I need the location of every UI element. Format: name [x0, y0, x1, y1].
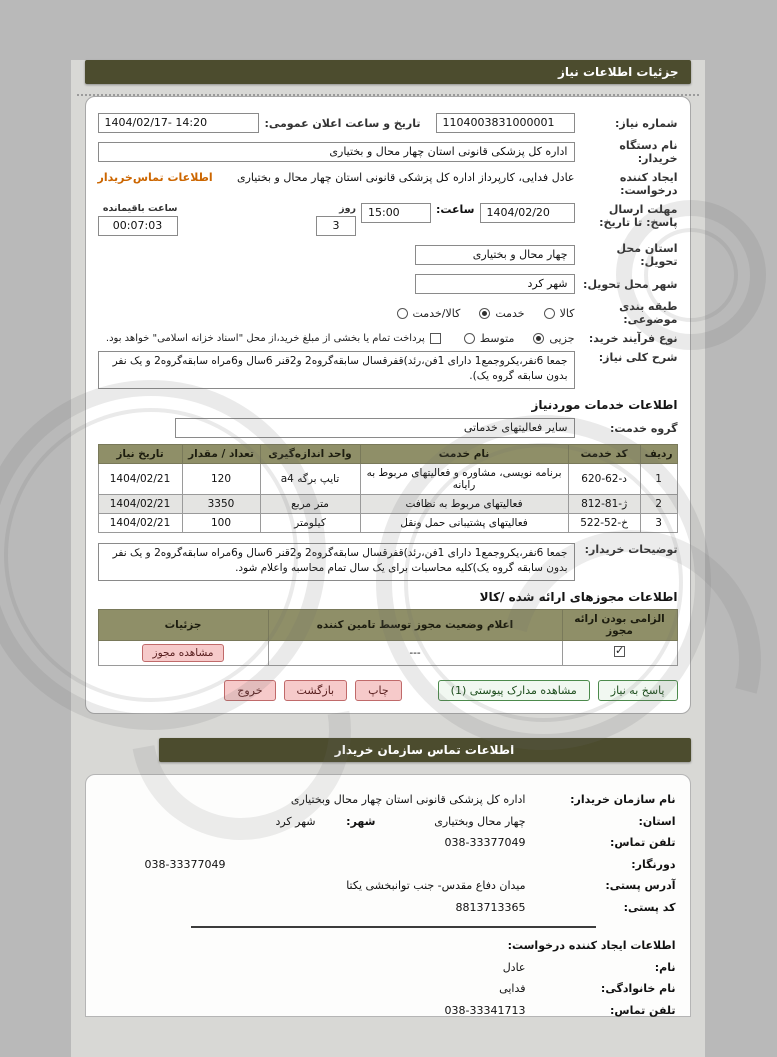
col-row-number: ردیف	[641, 445, 678, 464]
remaining-value: 00:07:03	[99, 216, 179, 236]
cell: 100	[183, 514, 261, 533]
col-need-date: تاریخ نیاز	[99, 445, 183, 464]
buyer-org-value: اداره کل پزشکی قانونی استان چهار محال و بختیاری	[99, 142, 576, 162]
col-service-name: نام خدمت	[361, 445, 569, 464]
details-section-header	[86, 60, 692, 84]
contact-org-label: نام سازمان خریدار:	[571, 793, 677, 806]
creator-label: ایجاد کننده درخواست:	[620, 171, 679, 197]
services-table	[99, 444, 679, 533]
delivery-city-label: شهر محل تحویل:	[584, 277, 679, 291]
license-status-cell: ---	[269, 641, 563, 666]
contact-fax-label: دورنگار:	[632, 857, 677, 871]
category-option-goods-label: کالا	[560, 306, 576, 320]
creator-last-name-value: فدایی	[500, 982, 527, 995]
cell: د-62-620	[569, 464, 641, 495]
days-value: 3	[317, 216, 357, 236]
col-license-required: الزامی بودن ارائه مجوز	[563, 610, 678, 641]
cell: 3	[641, 514, 678, 533]
announce-value: 1404/02/17- 14:20	[99, 113, 261, 133]
deadline-days-group	[317, 203, 357, 236]
delivery-city-value: شهر کرد	[416, 274, 576, 294]
col-unit: واحد اندازه‌گیری	[261, 445, 361, 464]
back-button[interactable]: بازگشت	[285, 680, 349, 701]
creator-phone-label: تلفن تماس:	[611, 1003, 677, 1017]
licenses-table-header-row	[99, 610, 678, 641]
process-option-medium-label: متوسط	[480, 332, 516, 345]
buyer-contact-panel	[86, 774, 692, 1017]
cell: برنامه نویسی، مشاوره و فعالیتهای مربوط به رایانه	[361, 464, 569, 495]
announce-label: تاریخ و ساعت اعلان عمومی:	[265, 116, 422, 130]
cell: 3350	[183, 495, 261, 514]
cell: ژ-81-812	[569, 495, 641, 514]
need-number-value: 1104003831000001	[437, 113, 576, 133]
license-required-checkbox[interactable]	[615, 646, 626, 657]
service-row-1	[99, 464, 678, 495]
creator-first-name-label: نام:	[655, 960, 677, 974]
treasury-note-checkbox[interactable]	[431, 333, 442, 344]
category-option-service-radio[interactable]	[480, 308, 491, 319]
general-description-row	[99, 351, 679, 389]
contact-section-header	[160, 738, 692, 762]
cell: فعالیتهای مربوط به نظافت	[361, 495, 569, 514]
respond-to-need-button[interactable]: پاسخ به نیاز	[599, 680, 679, 701]
remaining-time-group	[99, 203, 179, 236]
col-license-details: جزئیات	[99, 610, 269, 641]
category-option-both-label: کالا/خدمت	[413, 306, 462, 320]
service-row-2	[99, 495, 678, 514]
deadline-row	[99, 203, 679, 236]
remaining-label: ساعت باقیمانده	[103, 203, 179, 214]
contact-org-value: اداره کل پزشکی قانونی استان چهار محال وبختیاری	[291, 793, 527, 806]
creator-info-heading: اطلاعات ایجاد کننده درخواست:	[508, 939, 677, 952]
license-required-cell	[563, 641, 678, 666]
need-number-row	[99, 113, 679, 133]
contact-city-value: شهر کرد	[276, 814, 317, 828]
purchase-process-label: نوع فرآیند خرید:	[589, 332, 679, 345]
contact-fax-value: 038-33377049	[145, 857, 227, 871]
purchase-process-row	[99, 332, 679, 345]
subject-category-label: طبقه بندی موضوعی:	[620, 300, 679, 326]
contact-province-city-row	[101, 814, 677, 831]
cell: 1	[641, 464, 678, 495]
deadline-time-value: 15:00	[362, 203, 432, 223]
cell: متر مربع	[261, 495, 361, 514]
deadline-time-label: ساعت:	[436, 203, 476, 216]
cell: تایپ برگه a4	[261, 464, 361, 495]
procurement-need-details-page	[72, 60, 706, 1057]
cell: 1404/02/21	[99, 514, 183, 533]
cell: 1404/02/21	[99, 464, 183, 495]
creator-phone-row	[101, 1003, 677, 1020]
delivery-province-value: چهار محال و بختیاری	[416, 245, 576, 265]
contact-section-title: اطلاعات تماس سازمان خریدار	[335, 743, 516, 757]
license-details-cell	[99, 641, 269, 666]
category-option-service-label: خدمت	[496, 306, 526, 320]
action-buttons-row	[99, 680, 679, 701]
process-option-minor-label: جزیی	[550, 332, 576, 345]
contact-phone-value: 038-33377049	[445, 836, 527, 849]
contact-postal-value: 8813713365	[456, 900, 527, 914]
details-section-title: جزئیات اطلاعات نیاز	[558, 65, 680, 79]
col-quantity: تعداد / مقدار	[183, 445, 261, 464]
cell: کیلومتر	[261, 514, 361, 533]
need-details-panel	[86, 96, 692, 714]
creator-phone-value: 038-33341713	[445, 1003, 527, 1017]
cell: 120	[183, 464, 261, 495]
view-attachments-button[interactable]: مشاهده مدارک پیوستی (1)	[439, 680, 591, 701]
cell: 1404/02/21	[99, 495, 183, 514]
delivery-province-row	[99, 242, 679, 268]
contact-city-label: شهر:	[347, 814, 377, 828]
need-number-label: شماره نیاز:	[616, 116, 679, 130]
service-group-label: گروه خدمت:	[610, 421, 679, 435]
contact-phone-row	[101, 835, 677, 852]
contact-phone-label: تلفن تماس:	[611, 836, 677, 849]
contact-address-row	[101, 878, 677, 895]
cell: 2	[641, 495, 678, 514]
services-table-header-row	[99, 445, 678, 464]
category-option-both-radio[interactable]	[398, 308, 409, 319]
process-option-minor-radio[interactable]	[534, 333, 545, 344]
contact-postal-row	[101, 900, 677, 917]
cell: خ-52-522	[569, 514, 641, 533]
service-row-3	[99, 514, 678, 533]
service-group-value: سایر فعالیتهای خدماتی	[176, 418, 576, 438]
subject-category-row	[99, 300, 679, 326]
general-description-value: جمعا 6نفر،یکروجمع1 دارای 1فن،رئد)قفرقسال سابقه‌گروه2 و2قنر 6سال و6مراه سابقه‌گروه2 و یک نفر بدون سابقه گروه یک).	[99, 351, 576, 389]
view-license-button[interactable]: مشاهده مجوز	[143, 644, 226, 662]
services-section-title: اطلاعات خدمات موردنیاز	[532, 398, 679, 412]
delivery-city-row	[99, 274, 679, 294]
contact-postal-label: کد پستی:	[624, 900, 677, 914]
general-description-label: شرح کلی نیاز:	[599, 351, 679, 364]
col-service-code: کد خدمت	[569, 445, 641, 464]
buyer-contact-link[interactable]: اطلاعات تماس‌خریدار	[98, 171, 214, 184]
buyer-notes-label: توضیحات خریدار:	[585, 543, 679, 556]
creator-row	[99, 171, 679, 197]
deadline-label: مهلت ارسال پاسخ: تا تاریخ:	[600, 203, 679, 229]
buyer-org-row	[99, 139, 679, 165]
days-label: روز	[340, 203, 357, 214]
contact-divider	[192, 926, 597, 928]
cell: فعالیتهای پشتیبانی حمل ونقل	[361, 514, 569, 533]
contact-fax-row	[101, 857, 677, 874]
contact-address-value: میدان دفاع مقدس- جنب توانبخشی یکتا	[347, 879, 527, 892]
process-option-medium-radio[interactable]	[465, 333, 476, 344]
deadline-date-value: 1404/02/20	[481, 203, 576, 223]
creator-last-name-row	[101, 981, 677, 998]
exit-button[interactable]: خروج	[225, 680, 276, 701]
contact-province-label: استان:	[639, 814, 677, 828]
buyer-notes-row	[99, 543, 679, 581]
buyer-notes-value: جمعا 6نفر،یکروجمع1 دارای 1فن،رئد)قفرقسال سابقه‌گروه2 و2قنر 6سال و6مراه سابقه‌گروه2 و یک نفر بدون سابقه گروه یک)کلیه محاسبات برای یک سال تمام محاسبه واعلام شود.	[99, 543, 576, 581]
contact-org-row	[101, 792, 677, 809]
delivery-province-label: استان محل تحویل:	[617, 242, 679, 268]
category-option-goods-radio[interactable]	[545, 308, 556, 319]
creator-first-name-value: عادل	[503, 960, 527, 974]
creator-last-name-label: نام خانوادگی:	[601, 982, 677, 995]
licenses-section-title: اطلاعات مجوزهای ارائه شده /کالا	[480, 590, 679, 604]
creator-first-name-row	[101, 960, 677, 977]
print-button[interactable]: چاپ	[356, 680, 403, 701]
license-row	[99, 641, 678, 666]
service-group-row	[99, 418, 679, 438]
creator-info-heading-row	[101, 938, 677, 955]
creator-value: عادل فدایی، کارپرداز اداره کل پزشکی قانونی استان چهار محال و بختیاری	[237, 171, 576, 184]
contact-address-label: آدرس پستی:	[606, 879, 677, 892]
treasury-note-text: پرداخت تمام یا بخشی از مبلغ خرید،از محل "اسناد خزانه اسلامی" خواهد بود.	[106, 333, 426, 344]
col-license-status: اعلام وضعیت مجوز توسط تامین کننده	[269, 610, 563, 641]
licenses-table	[99, 609, 679, 666]
buyer-org-label: نام دستگاه خریدار:	[620, 139, 679, 165]
contact-province-value: چهار محال وبختیاری	[435, 814, 527, 828]
